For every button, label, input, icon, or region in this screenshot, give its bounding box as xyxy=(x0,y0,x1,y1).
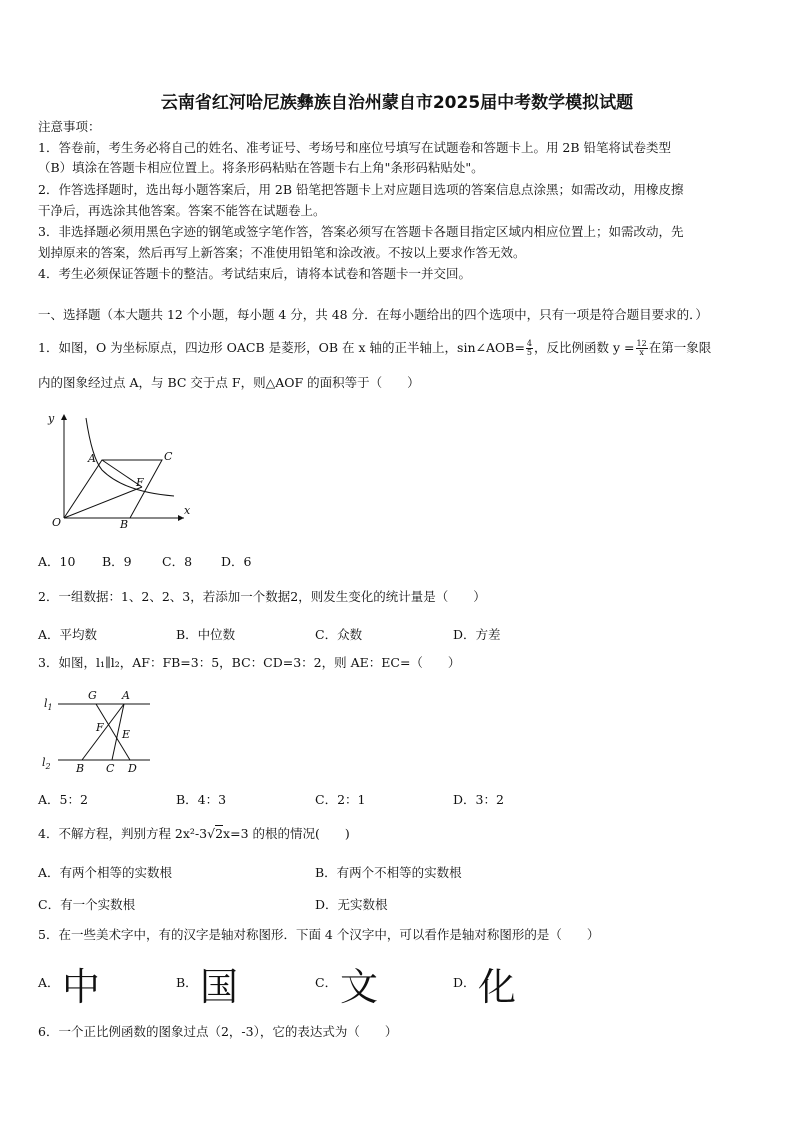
q5-option-c-letter[interactable]: C． xyxy=(315,975,338,990)
fraction: $\frac{12}{x}$ xyxy=(636,339,647,357)
q3-option-b[interactable]: B．4：3 xyxy=(176,792,227,807)
page-title: 云南省红河哈尼族彝族自治州蒙自市2025届中考数学模拟试题 xyxy=(160,93,634,113)
q4-option-d[interactable]: D．无实数根 xyxy=(315,897,388,912)
q5-option-c-char[interactable]: 文 xyxy=(340,965,379,1009)
notice-line: 划掉原来的答案，然后再写上新答案；不准使用铅笔和涂改液。不按以上要求作答无效。 xyxy=(38,245,526,260)
q2-option-c[interactable]: C．众数 xyxy=(315,627,363,642)
question-1-text-line2: 内的图象经过点 A，与 BC 交于点 F，则△AOF 的面积等于（ ） xyxy=(38,375,420,390)
label-C: C xyxy=(106,762,115,775)
q1-option-c[interactable]: C．8 xyxy=(162,554,193,569)
hyperbola-curve xyxy=(86,418,174,496)
q3-option-d[interactable]: D．3：2 xyxy=(453,792,504,807)
question-3-figure xyxy=(38,686,158,778)
notice-line: （B）填涂在答题卡相应位置上。将条形码粘贴在答题卡右上角"条形码粘贴处"。 xyxy=(38,160,484,175)
q2-option-a[interactable]: A．平均数 xyxy=(38,627,98,642)
label-y: y xyxy=(48,412,55,425)
q5-option-b-letter[interactable]: B． xyxy=(176,975,198,990)
question-4-text: 4．不解方程，判别方程 2x²-3√2x=3 的根的情况( ) xyxy=(38,826,350,841)
q5-option-a-char[interactable]: 中 xyxy=(62,965,101,1009)
label-F: F xyxy=(136,476,144,489)
question-1-figure xyxy=(44,408,194,532)
section-heading: 一、选择题（本大题共 12 个小题，每小题 4 分，共 48 分．在每小题给出的四个选项中，只有一项是符合题目要求的．） xyxy=(38,307,708,322)
notice-line: 干净后，再选涂其他答案。答案不能答在试题卷上。 xyxy=(38,203,326,218)
label-B: B xyxy=(76,762,85,775)
label-D: D xyxy=(128,762,137,775)
notice-line: 2．作答选择题时，选出每小题答案后，用 2B 铅笔把答题卡上对应题目选项的答案信息点涂黑；如需改动，用橡皮擦 xyxy=(38,182,684,197)
sqrt-symbol: √ xyxy=(207,826,216,841)
label-C: C xyxy=(164,450,173,463)
label-O: O xyxy=(52,516,62,529)
notice-line: 1．答卷前，考生务必将自己的姓名、准考证号、考场号和座位号填写在试题卷和答题卡上。用 2B 铅笔将试卷类型 xyxy=(38,140,672,155)
label-A: A xyxy=(122,689,130,702)
fraction: $\frac{4}{5}$ xyxy=(526,339,533,357)
segment-OF xyxy=(64,487,142,518)
question-5-text: 5．在一些美术字中，有的汉字是轴对称图形．下面 4 个汉字中，可以看作是轴对称图形的是（ ） xyxy=(38,927,600,942)
q3-option-c[interactable]: C．2：1 xyxy=(315,792,366,807)
q1-option-b[interactable]: B．9 xyxy=(102,554,132,569)
q1-option-d[interactable]: D．6 xyxy=(221,554,252,569)
label-x: x xyxy=(184,504,191,517)
q1-option-a[interactable]: A．10 xyxy=(38,554,76,569)
notice-line: 4．考生必须保证答题卡的整洁。考试结束后，请将本试卷和答题卡一并交回。 xyxy=(38,266,471,281)
label-B: B xyxy=(120,518,129,531)
notice-heading: 注意事项： xyxy=(38,119,101,134)
label-l1: $l_1$ xyxy=(44,697,53,712)
label-A: A xyxy=(88,452,96,465)
q2-option-d[interactable]: D．方差 xyxy=(453,627,501,642)
question-6-text: 6．一个正比例函数的图象过点（2，-3），它的表达式为（ ） xyxy=(38,1024,398,1039)
notice-line: 3．非选择题必须用黑色字迹的钢笔或签字笔作答，答案必须写在答题卡各题目指定区域内相应位置上；如需改动，先 xyxy=(38,224,684,239)
q5-option-b-char[interactable]: 国 xyxy=(200,965,239,1009)
label-F: F xyxy=(96,721,104,734)
q4-option-c[interactable]: C．有一个实数根 xyxy=(38,897,136,912)
label-G: G xyxy=(88,689,97,702)
question-2-text: 2．一组数据：1、2、2、3，若添加一个数据2，则发生变化的统计量是（ ） xyxy=(38,589,486,604)
q5-option-d-char[interactable]: 化 xyxy=(478,965,517,1009)
q2-option-b[interactable]: B．中位数 xyxy=(176,627,236,642)
question-1-text: 1．如图，O 为坐标原点，四边形 OACB 是菱形，OB 在 x 轴的正半轴上，sin∠AOB= $\frac{4}{5}$ ，反比例函数 y = $\frac{12}{x}$ 在第一象限 xyxy=(38,339,712,357)
label-l2: $l_2$ xyxy=(42,756,51,771)
q4-option-a[interactable]: A．有两个相等的实数根 xyxy=(38,865,173,880)
q4-option-b[interactable]: B．有两个不相等的实数根 xyxy=(315,865,462,880)
label-E: E xyxy=(122,728,131,741)
q5-option-d-letter[interactable]: D． xyxy=(453,975,476,990)
q3-option-a[interactable]: A．5：2 xyxy=(38,792,88,807)
question-3-text: 3．如图，l₁∥l₂，AF：FB=3：5，BC：CD=3：2，则 AE：EC=（ ） xyxy=(38,655,461,670)
q5-option-a-letter[interactable]: A． xyxy=(38,975,60,990)
rhombus-OACB xyxy=(64,460,162,518)
